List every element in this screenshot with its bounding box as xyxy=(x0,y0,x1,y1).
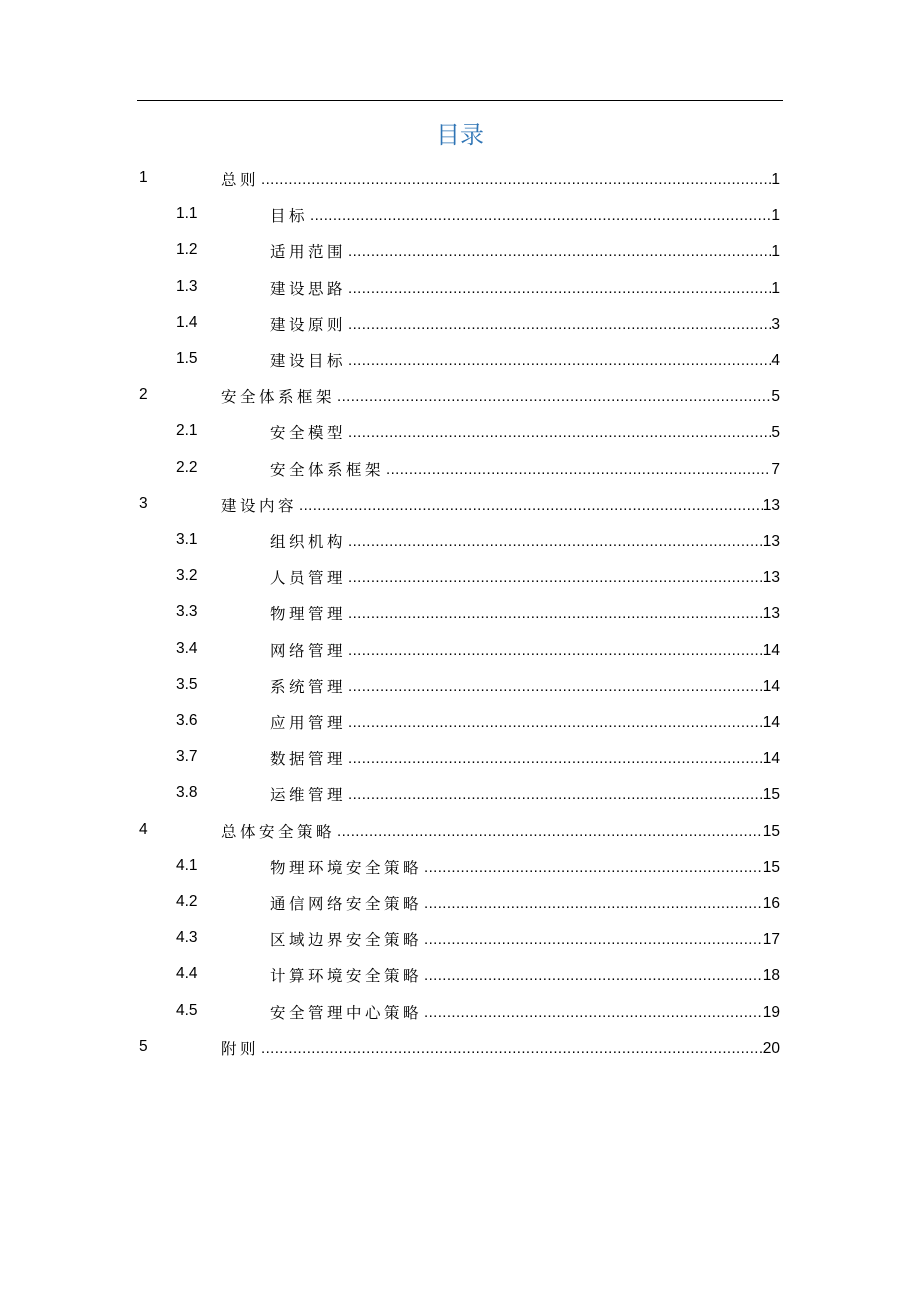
toc-entry[interactable] xyxy=(0,812,920,848)
toc-entry-page: 1 xyxy=(771,207,780,225)
toc-dot-leader xyxy=(386,461,771,479)
toc-entry-number: 1.4 xyxy=(176,313,198,331)
toc-dot-leader xyxy=(337,388,771,406)
toc-entry-page: 4 xyxy=(771,352,780,369)
toc-entry[interactable] xyxy=(0,703,920,739)
toc-entry[interactable] xyxy=(0,341,920,377)
toc-entry-page: 13 xyxy=(762,496,780,514)
toc-entry-page: 14 xyxy=(762,677,780,695)
toc-entry-page: 20 xyxy=(762,1039,780,1057)
toc-dot-leader xyxy=(348,569,763,587)
toc-entry-title: 系统管理 xyxy=(270,677,347,696)
header-rule xyxy=(137,100,783,101)
toc-dot-leader xyxy=(348,642,763,660)
toc-dot-leader xyxy=(348,533,763,551)
toc-entry[interactable] xyxy=(0,956,920,992)
toc-entry-page: 3 xyxy=(771,315,780,333)
toc-entry[interactable] xyxy=(0,160,920,196)
toc-entry-title: 网络管理 xyxy=(270,641,347,660)
toc-entry-page: 1 xyxy=(771,171,780,188)
toc-entry-page: 13 xyxy=(762,605,780,623)
toc-entry-page: 14 xyxy=(762,750,780,768)
toc-dot-leader xyxy=(261,1040,763,1058)
toc-entry-number: 3.3 xyxy=(176,603,198,621)
toc-dot-leader xyxy=(424,895,763,913)
toc-entry-number: 3.2 xyxy=(176,567,198,585)
toc-dot-leader xyxy=(348,352,771,370)
toc-entry-number: 3.4 xyxy=(176,639,198,657)
toc-entry[interactable] xyxy=(0,775,920,811)
toc-entry-page: 1 xyxy=(771,243,780,261)
toc-entry-number: 4 xyxy=(139,820,148,838)
toc-entry-page: 13 xyxy=(762,533,780,550)
toc-dot-leader xyxy=(424,859,763,877)
toc-entry[interactable] xyxy=(0,848,920,884)
toc-entry[interactable] xyxy=(0,232,920,268)
toc-entry[interactable] xyxy=(0,920,920,956)
toc-entry[interactable] xyxy=(0,450,920,486)
toc-entry-title: 总则 xyxy=(221,171,260,189)
toc-entry-title: 附则 xyxy=(221,1039,260,1058)
toc-entry-page: 5 xyxy=(771,388,780,406)
toc-entry-number: 3.5 xyxy=(176,675,198,693)
toc-entry[interactable] xyxy=(0,1029,920,1065)
toc-dot-leader xyxy=(348,424,771,442)
toc-entry-page: 19 xyxy=(762,1003,780,1021)
toc-dot-leader xyxy=(348,714,763,732)
toc-entry[interactable] xyxy=(0,558,920,594)
toc-entry-page: 15 xyxy=(762,858,780,876)
toc-entry-page: 17 xyxy=(762,931,780,949)
toc-dot-leader xyxy=(424,967,763,985)
toc-entry-page: 14 xyxy=(762,714,780,731)
toc-entry-title: 组织机构 xyxy=(270,533,347,551)
toc-entry-title: 安全管理中心策略 xyxy=(270,1003,423,1022)
toc-entry-page: 15 xyxy=(762,822,780,840)
toc-entry[interactable] xyxy=(0,667,920,703)
toc-entry-number: 3.1 xyxy=(176,531,198,548)
toc-entry[interactable] xyxy=(0,631,920,667)
toc-entry-title: 数据管理 xyxy=(270,750,347,769)
toc-entry-number: 4.2 xyxy=(176,893,198,910)
toc-entry[interactable] xyxy=(0,739,920,775)
toc-entry-title: 总体安全策略 xyxy=(221,822,336,841)
toc-entry[interactable] xyxy=(0,413,920,449)
toc-dot-leader xyxy=(299,497,763,515)
toc-entry-number: 5 xyxy=(139,1037,148,1055)
toc-entry-page: 1 xyxy=(771,279,780,297)
toc-entry-title: 建设目标 xyxy=(270,352,347,370)
toc-entry-number: 3.8 xyxy=(176,784,198,802)
toc-dot-leader xyxy=(424,931,763,949)
toc-entry[interactable] xyxy=(0,594,920,630)
toc-entry-number: 2.1 xyxy=(176,422,198,440)
toc-entry-number: 1.1 xyxy=(176,205,198,223)
toc-dot-leader xyxy=(348,243,771,261)
toc-entry[interactable] xyxy=(0,993,920,1029)
toc-dot-leader xyxy=(337,823,763,841)
toc-entry-title: 人员管理 xyxy=(270,569,347,588)
toc-entry-page: 16 xyxy=(762,895,780,912)
toc-dot-leader xyxy=(348,605,763,623)
toc-entry-title: 计算环境安全策略 xyxy=(270,967,423,986)
toc-entry-number: 2.2 xyxy=(176,458,198,476)
toc-entry[interactable] xyxy=(0,522,920,558)
toc-entry-number: 4.4 xyxy=(176,965,198,983)
toc-entry-title: 安全体系框架 xyxy=(270,460,385,479)
toc-entry-number: 4.1 xyxy=(176,856,198,874)
toc-entry-page: 15 xyxy=(762,786,780,804)
toc-entry-number: 1 xyxy=(139,169,148,186)
toc-dot-leader xyxy=(261,171,771,189)
toc-entry-page: 7 xyxy=(771,460,780,478)
toc-entry-page: 13 xyxy=(762,569,780,587)
toc-entry[interactable] xyxy=(0,269,920,305)
toc-dot-leader xyxy=(348,280,771,298)
toc-entry-number: 3.6 xyxy=(176,712,198,729)
toc-entry-number: 4.5 xyxy=(176,1001,198,1019)
toc-entry[interactable] xyxy=(0,305,920,341)
toc-entry-number: 2 xyxy=(139,386,148,404)
toc-entry-number: 1.2 xyxy=(176,241,198,259)
toc-entry-title: 建设内容 xyxy=(221,496,298,515)
toc-entry-title: 目标 xyxy=(270,207,309,226)
toc-entry-title: 应用管理 xyxy=(270,714,347,732)
toc-dot-leader xyxy=(348,786,763,804)
toc-title: 目录 xyxy=(436,121,484,149)
toc-entry[interactable] xyxy=(0,196,920,232)
toc-entry[interactable] xyxy=(0,377,920,413)
toc-entry-number: 1.3 xyxy=(176,277,198,295)
toc-dot-leader xyxy=(348,316,771,334)
toc-entry-title: 通信网络安全策略 xyxy=(270,895,423,913)
toc-dot-leader xyxy=(348,750,763,768)
toc-entry-page: 18 xyxy=(762,967,780,985)
toc-entry-title: 区域边界安全策略 xyxy=(270,931,423,950)
toc-entry[interactable] xyxy=(0,884,920,920)
toc-entry-title: 安全体系框架 xyxy=(221,388,336,407)
toc-entry-page: 5 xyxy=(771,424,780,442)
toc-entry-title: 安全模型 xyxy=(270,424,347,443)
toc-dot-leader xyxy=(310,207,771,225)
toc-dot-leader xyxy=(424,1004,763,1022)
toc-entry-title: 建设原则 xyxy=(270,315,347,334)
toc-entry-title: 运维管理 xyxy=(270,786,347,805)
toc-entry-number: 3.7 xyxy=(176,748,198,766)
toc-entry-title: 建设思路 xyxy=(270,279,347,298)
toc-dot-leader xyxy=(348,678,763,696)
toc-entry-title: 物理环境安全策略 xyxy=(270,858,423,877)
toc-entry-number: 3 xyxy=(139,494,148,512)
toc-entry-title: 适用范围 xyxy=(270,243,347,262)
toc-entry-number: 1.5 xyxy=(176,350,198,367)
toc-entry-number: 4.3 xyxy=(176,929,198,947)
toc-entry-page: 14 xyxy=(762,641,780,659)
toc-entry[interactable] xyxy=(0,486,920,522)
toc-entry-title: 物理管理 xyxy=(270,605,347,624)
